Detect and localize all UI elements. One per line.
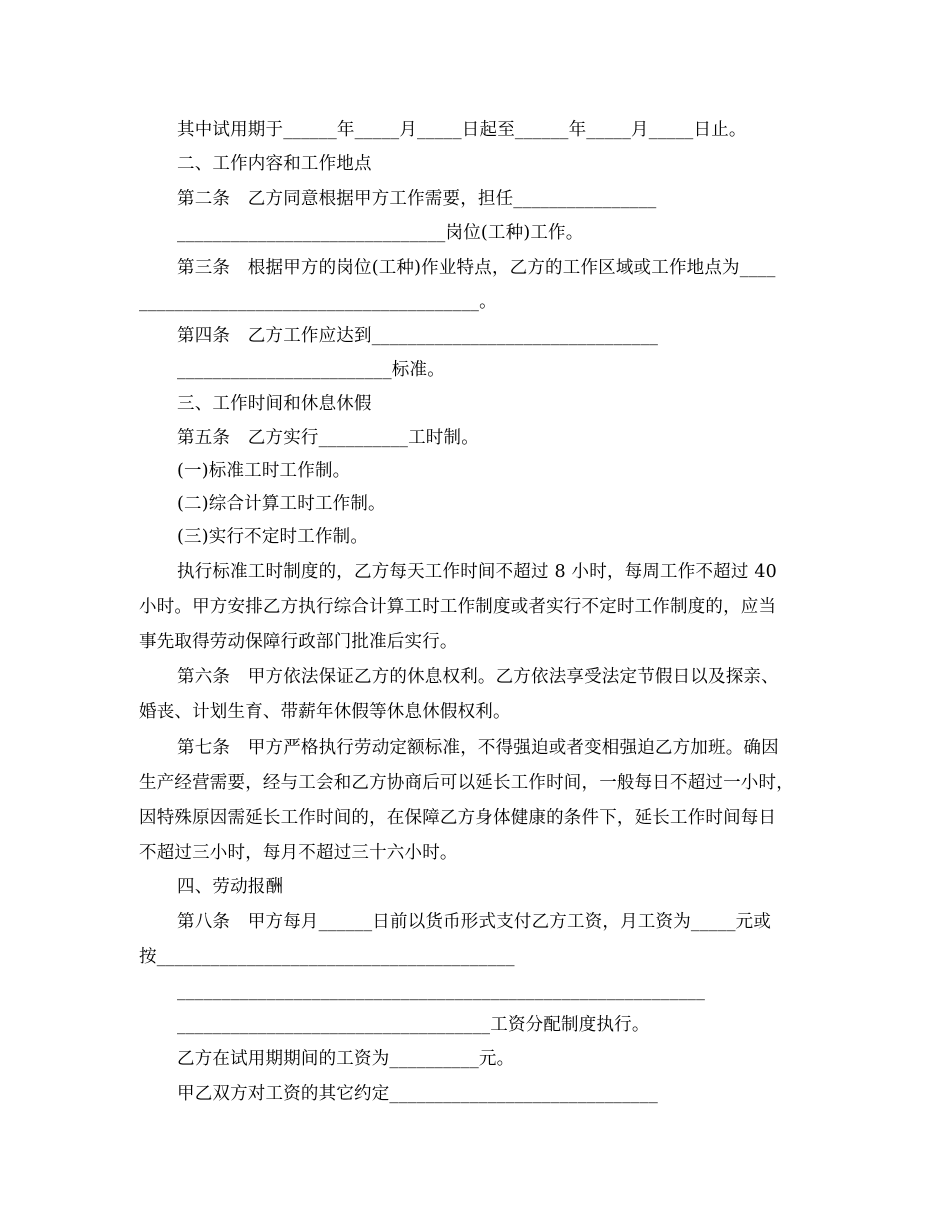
clause-line: 第二条 乙方同意根据甲方工作需要，担任________________ — [177, 189, 657, 209]
clause-line: 甲乙双方对工资的其它约定______________________________ — [177, 1084, 658, 1104]
list-item: (三)实行不定时工作制。 — [177, 527, 369, 547]
paragraph-line: 因特殊原因需延长工作时间的，在保障乙方身体健康的条件下，延长工作时间每日 — [139, 808, 777, 828]
paragraph-line: 第六条 甲方依法保证乙方的休息权利。乙方依法享受法定节假日以及探亲、 — [177, 667, 779, 687]
paragraph-line: 不超过三小时，每月不超过三十六小时。 — [139, 843, 458, 863]
list-item: (二)综合计算工时工作制。 — [177, 494, 386, 514]
clause-line: 第四条 乙方工作应达到________________________________ — [177, 326, 659, 346]
blank-fill-line: ___________________________________________________________ — [177, 981, 706, 1001]
paragraph-line: 小时。甲方安排乙方执行综合计算工时工作制度或者实行不定时工作制度的，应当 — [139, 597, 777, 617]
clause-line: ___________________________________工资分配制度执行。 — [177, 1015, 650, 1035]
clause-line: 第五条 乙方实行__________工时制。 — [177, 428, 479, 448]
section-heading: 四、劳动报酬 — [177, 877, 284, 897]
list-item: (一)标准工时工作制。 — [177, 461, 351, 481]
probation-period-line: 其中试用期于______年_____月_____日起至______年_____月_____日止。 — [177, 120, 747, 140]
clause-line: 第三条 根据甲方的岗位(工种)作业特点，乙方的工作区域或工作地点为____ — [177, 258, 776, 278]
paragraph-line: 事先取得劳动保障行政部门批准后实行。 — [139, 632, 458, 652]
section-heading: 二、工作内容和工作地点 — [177, 154, 372, 174]
clause-line: ______________________________岗位(工种)工作。 — [177, 223, 584, 243]
paragraph-line: 婚丧、计划生育、带薪年休假等休息休假权利。 — [139, 702, 511, 722]
paragraph-line: 第七条 甲方严格执行劳动定额标准，不得强迫或者变相强迫乙方加班。确因 — [177, 738, 779, 758]
clause-line: 乙方在试用期期间的工资为__________元。 — [177, 1049, 515, 1069]
clause-line: ________________________标准。 — [177, 360, 445, 380]
clause-line: 第八条 甲方每月______日前以货币形式支付乙方工资，月工资为_____元或 — [177, 912, 772, 932]
clause-line: ______________________________________。 — [139, 292, 497, 312]
section-heading: 三、工作时间和休息休假 — [177, 394, 372, 414]
paragraph-line: 生产经营需要，经与工会和乙方协商后可以延长工作时间，一般每日不超过一小时， — [139, 773, 794, 793]
paragraph-line: 执行标准工时制度的，乙方每天工作时间不超过 8 小时，每周工作不超过 40 — [177, 562, 777, 582]
clause-line: 按________________________________________ — [139, 947, 515, 967]
